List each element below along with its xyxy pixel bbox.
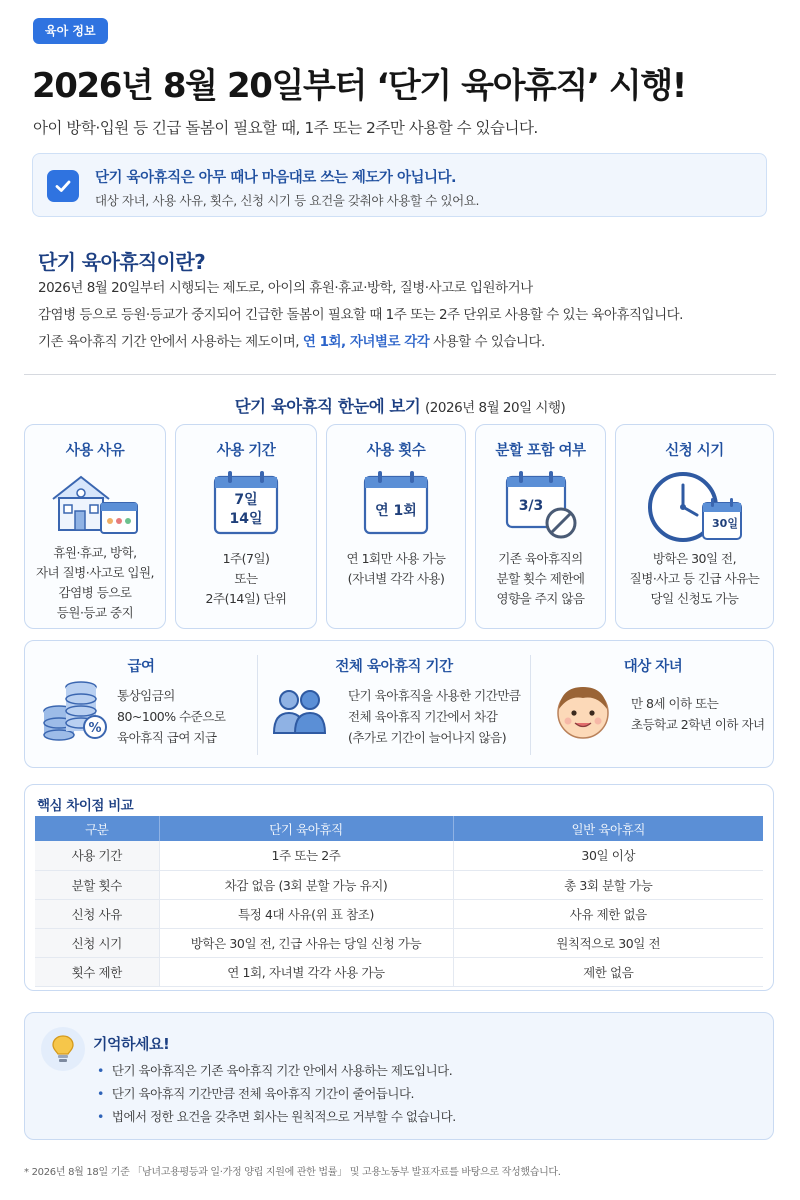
table-cell: 1주 또는 2주 (159, 841, 453, 870)
benefit-target-child (531, 641, 775, 769)
table-cell: 신청 사유 (35, 899, 159, 928)
calendar-text: 30일 (712, 517, 738, 530)
footnote: * 2026년 8월 18일 기준 「남녀고용평등과 일·가정 양립 지원에 관한 법률」 및 고용노동부 발표자료를 바탕으로 작성했습니다. (24, 1167, 561, 1178)
notice-box (32, 153, 767, 217)
benefit-line: 초등학교 2학년 이하 자녀 (631, 717, 765, 732)
remember-list (97, 1059, 456, 1128)
card-line: (자녀별 각각 사용) (347, 571, 445, 586)
card-line: 또는 (234, 571, 258, 586)
glance-title-main: 단기 육아휴직 한눈에 보기 (234, 397, 421, 416)
table-cell: 연 1회, 자녀별 각각 사용 가능 (159, 957, 453, 986)
card-line: 당일 신청도 가능 (650, 591, 739, 606)
card-line: 등원·등교 중지 (56, 605, 134, 620)
page-title: 2026년 8월 20일부터 ‘단기 육아휴직’ 시행! (32, 66, 686, 106)
table-cell: 사용 기간 (35, 841, 159, 870)
checkbox-icon (47, 170, 79, 202)
table-cell: 총 3회 분할 가능 (453, 870, 763, 899)
table-row (35, 957, 763, 986)
card-line: 방학은 30일 전, (652, 551, 737, 566)
card-title: 신청 시기 (665, 443, 724, 459)
table-header: 구분 (35, 816, 159, 841)
page-subtitle: 아이 방학·입원 등 긴급 돌봄이 필요할 때, 1주 또는 2주만 사용할 수 있습니다. (33, 119, 538, 137)
card-usage-count (326, 424, 466, 629)
child-face-icon (553, 681, 613, 745)
table-row (35, 841, 763, 870)
definition-line-1: 2026년 8월 20일부터 시행되는 제도로, 아이의 휴원·휴교·방학, 질병·사고로 입원하거나 (38, 280, 533, 296)
definition-title: 단기 육아휴직이란? (38, 250, 206, 274)
comparison-panel (24, 784, 774, 991)
table-cell: 신청 시기 (35, 928, 159, 957)
definition-line-3-post: 사용할 수 있습니다. (433, 334, 545, 350)
calendar-text-bottom: 14일 (229, 511, 263, 527)
remember-box (24, 1012, 774, 1140)
card-usage-period (175, 424, 317, 629)
calendar-text: 3/3 (518, 498, 544, 514)
card-split-inclusion (475, 424, 606, 629)
people-icon (272, 687, 328, 739)
list-item: • 단기 육아휴직 기간만큼 전체 육아휴직 기간이 줄어듭니다. (97, 1082, 456, 1105)
calendar-text-top: 7일 (234, 492, 258, 508)
benefit-title: 대상 자녀 (623, 659, 683, 675)
benefit-line: (추가로 기간이 늘어나지 않음) (348, 730, 507, 745)
calendar-text: 연 1회 (375, 503, 417, 519)
notice-heading: 단기 육아휴직은 아무 때나 마음대로 쓰는 제도가 아닙니다. (95, 170, 457, 186)
benefit-line: 전체 육아휴직 기간에서 차감 (348, 709, 498, 724)
benefit-line: 통상임금의 (117, 688, 175, 703)
card-line: 휴원·휴교, 방학, (53, 545, 137, 560)
list-item: • 법에서 정한 요건을 갖추면 회사는 원칙적으로 거부할 수 없습니다. (97, 1105, 456, 1128)
card-title: 사용 사유 (65, 443, 125, 459)
table-row (35, 899, 763, 928)
table-header: 단기 육아휴직 (159, 816, 453, 841)
benefit-total-period (258, 641, 530, 769)
card-line: 감염병 등으로 (58, 585, 132, 600)
comparison-title: 핵심 차이점 비교 (37, 798, 134, 814)
table-cell: 횟수 제한 (35, 957, 159, 986)
benefit-salary (25, 641, 257, 769)
table-header: 일반 육아휴직 (453, 816, 763, 841)
definition-highlight: 연 1회, 자녀별로 각각 (302, 334, 430, 350)
definition-line-2: 감염병 등으로 등원·등교가 중지되어 긴급한 돌봄이 필요할 때 1주 또는 2주 단위로 사용할 수 있는 육아휴직입니다. (38, 307, 683, 323)
benefit-line: 육아휴직 급여 지급 (117, 730, 217, 745)
benefit-line: 만 8세 이하 또는 (631, 696, 719, 711)
benefit-title: 급여 (127, 659, 155, 675)
glance-title (0, 393, 800, 417)
comparison-table (35, 816, 763, 987)
benefits-panel (24, 640, 774, 768)
card-title: 사용 횟수 (366, 443, 426, 459)
category-tag: 육아 정보 (33, 18, 108, 44)
section-divider (24, 374, 776, 375)
table-row (35, 870, 763, 899)
glance-title-note: (2026년 8월 20일 시행) (425, 400, 566, 416)
card-line: 영향을 주지 않음 (496, 591, 585, 606)
table-cell: 특정 4대 사유(위 표 참조) (159, 899, 453, 928)
lightbulb-icon (41, 1027, 85, 1071)
notice-subtext: 대상 자녀, 사용 사유, 횟수, 신청 시기 등 요건을 갖춰야 사용할 수 있어요. (95, 193, 480, 208)
card-line: 질병·사고 등 긴급 사유는 (629, 571, 760, 586)
list-item: • 단기 육아휴직은 기존 육아휴직 기간 안에서 사용하는 제도입니다. (97, 1059, 456, 1082)
benefit-line: 80~100% 수준으로 (117, 709, 226, 724)
remember-title: 기억하세요! (93, 1035, 170, 1053)
card-title: 사용 기간 (216, 443, 276, 459)
table-cell: 사유 제한 없음 (453, 899, 763, 928)
table-cell: 분할 횟수 (35, 870, 159, 899)
table-cell: 원칙적으로 30일 전 (453, 928, 763, 957)
coins-percent-icon (41, 677, 111, 747)
table-cell: 차감 없음 (3회 분할 가능 유지) (159, 870, 453, 899)
svg-text:%: % (88, 721, 102, 736)
definition-line-3 (38, 330, 545, 350)
card-line: 기존 육아휴직의 (498, 551, 583, 566)
benefit-title: 전체 육아휴직 기간 (335, 659, 453, 675)
table-row (35, 928, 763, 957)
card-line: 자녀 질병·사고로 입원, (35, 565, 155, 580)
clock-calendar-icon (616, 469, 773, 549)
card-line: 분할 횟수 제한에 (496, 571, 585, 586)
card-line: 연 1회만 사용 가능 (346, 551, 446, 566)
table-cell: 30일 이상 (453, 841, 763, 870)
table-cell: 방학은 30일 전, 긴급 사유는 당일 신청 가능 (159, 928, 453, 957)
card-usage-reason (24, 424, 166, 629)
definition-line-3-pre: 기존 육아휴직 기간 안에서 사용하는 제도이며, (38, 334, 300, 350)
card-line: 1주(7일) (222, 551, 270, 566)
card-line: 2주(14일) 단위 (205, 591, 287, 606)
benefit-line: 단기 육아휴직을 사용한 기간만큼 (348, 688, 521, 703)
card-application-timing (615, 424, 774, 629)
card-title: 분할 포함 여부 (495, 443, 586, 459)
table-cell: 제한 없음 (453, 957, 763, 986)
